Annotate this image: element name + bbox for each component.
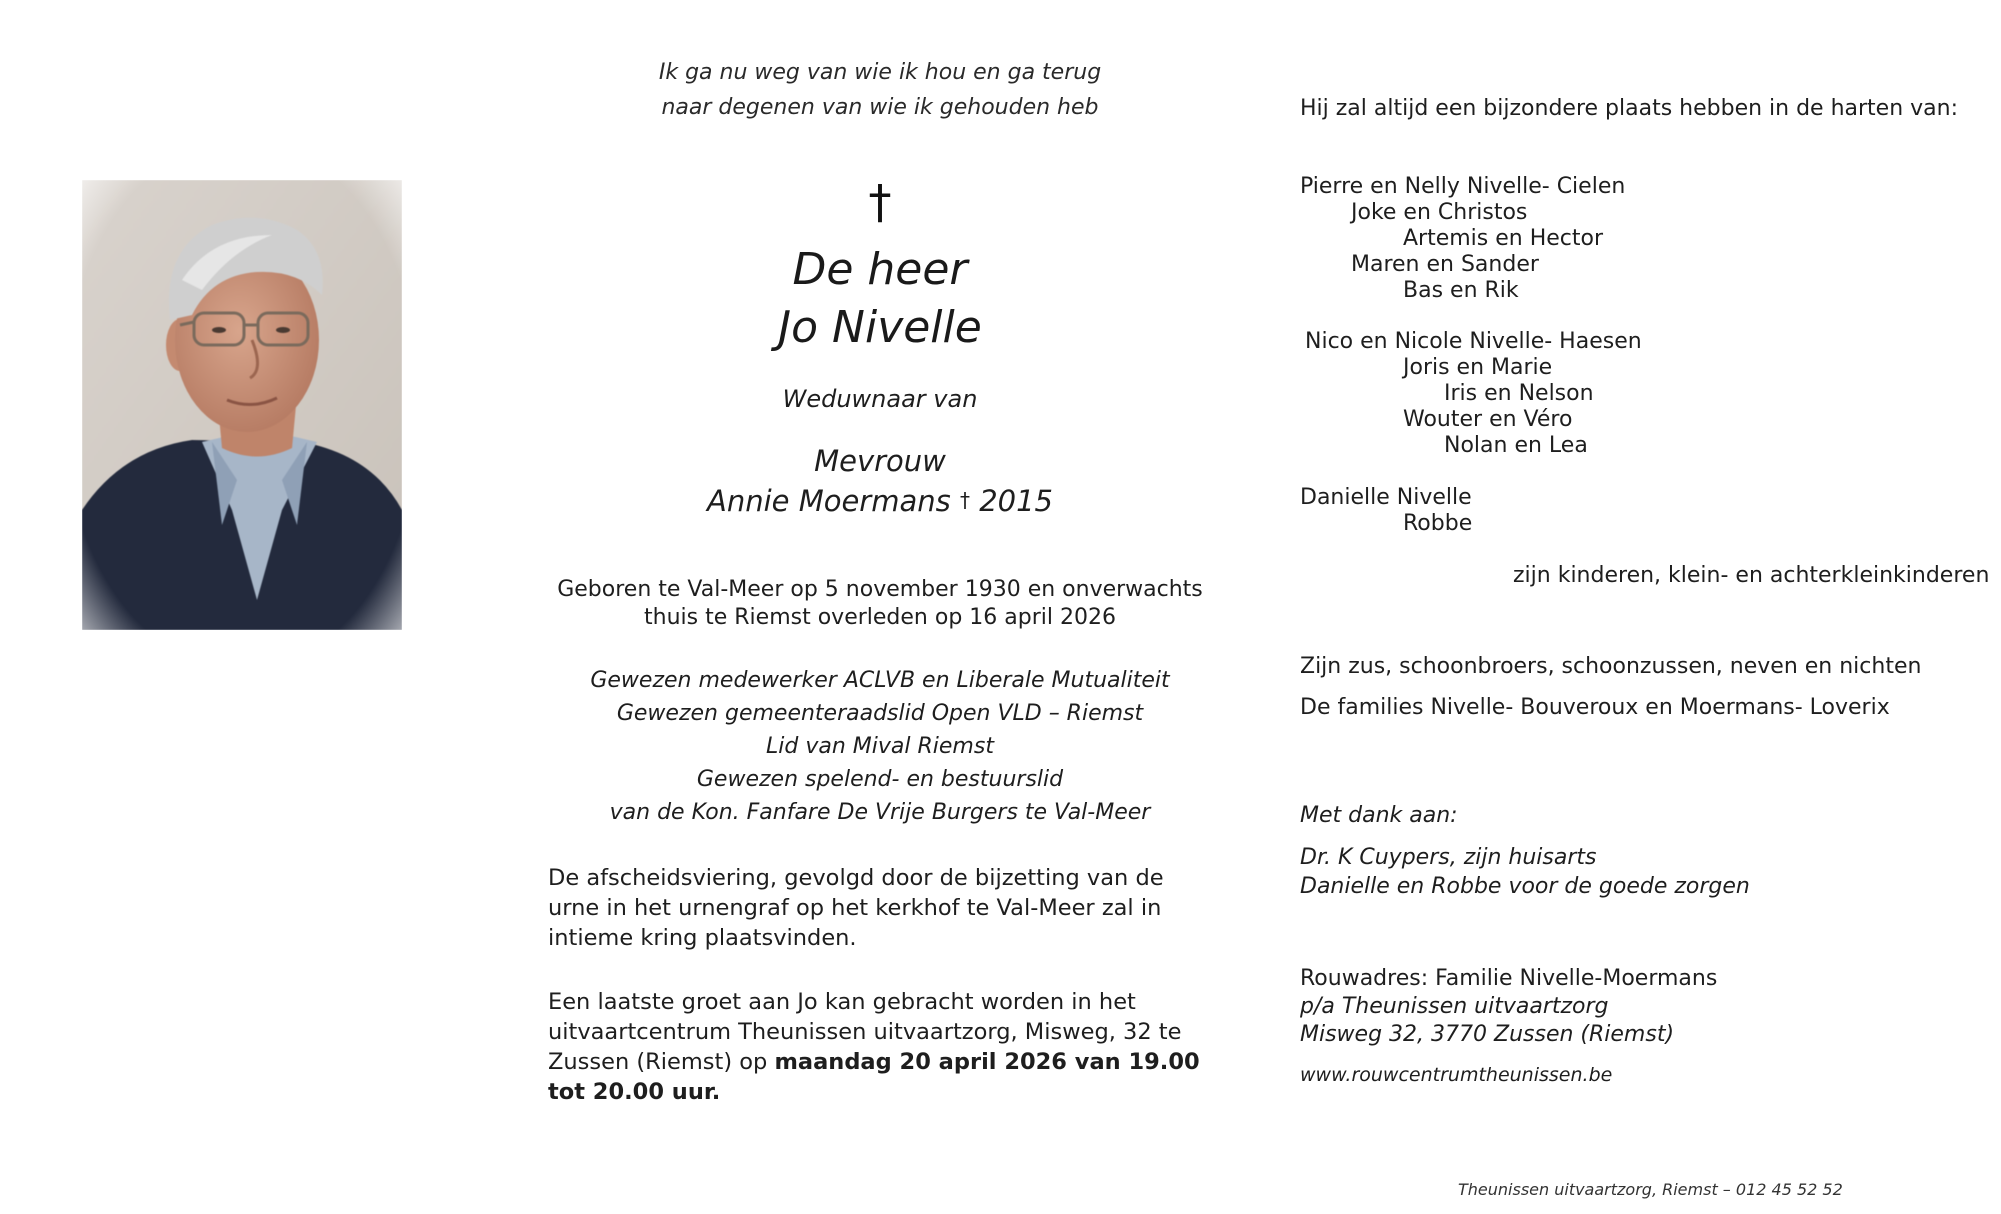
- family-member: Robbe: [1403, 511, 1473, 536]
- family-member: Wouter en Véro: [1403, 407, 1573, 432]
- spouse: [540, 441, 1220, 524]
- address-line: Rouwadres: Familie Nivelle-Moermans: [1300, 966, 1718, 991]
- thanks-title: Met dank aan:: [1300, 803, 1458, 828]
- birth-death-line: Geboren te Val-Meer op 5 november 1930 en onverwachts: [557, 577, 1203, 602]
- family-member: Pierre en Nelly Nivelle- Cielen: [1300, 174, 1626, 199]
- cross-icon: †: [868, 175, 892, 229]
- family-member: Maren en Sander: [1351, 252, 1539, 277]
- career-line: Gewezen gemeenteraadslid Open VLD – Riemst: [616, 701, 1144, 726]
- spouse-year: 2015: [979, 484, 1053, 518]
- career-line: Gewezen medewerker ACLVB en Liberale Mutualiteit: [590, 668, 1170, 693]
- families: De families Nivelle- Bouveroux en Moermans- Loverix: [1300, 695, 1890, 720]
- deceased-name: [540, 241, 1220, 357]
- family-member: Joris en Marie: [1403, 355, 1553, 380]
- career-line: van de Kon. Fanfare De Vrije Burgers te Val-Meer: [609, 800, 1151, 825]
- name-prefix: De heer: [792, 244, 968, 295]
- spouse-name: Annie Moermans: [706, 484, 951, 518]
- footer: Theunissen uitvaartzorg, Riemst – 012 45 52 52: [1458, 1180, 1843, 1199]
- family-member: Bas en Rik: [1403, 278, 1519, 303]
- thanks-line: Danielle en Robbe voor de goede zorgen: [1300, 874, 1750, 899]
- career: [540, 664, 1220, 829]
- family-member: Nico en Nicole Nivelle- Haesen: [1305, 329, 1642, 354]
- thanks-line: Dr. K Cuypers, zijn huisarts: [1300, 845, 1597, 870]
- family-summary: zijn kinderen, klein- en achterkleinkinderen: [1513, 563, 1990, 588]
- family-member: Artemis en Hector: [1403, 226, 1604, 251]
- website: www.rouwcentrumtheunissen.be: [1300, 1064, 1613, 1086]
- visit-time: maandag 20 april 2026 van 19.00 tot 20.00 uur.: [548, 1049, 1200, 1105]
- birth-death: [540, 576, 1220, 632]
- name: Jo Nivelle: [778, 302, 982, 353]
- family-member: Iris en Nelson: [1444, 381, 1594, 406]
- address-line: p/a Theunissen uitvaartzorg: [1300, 994, 1609, 1019]
- birth-death-line: thuis te Riemst overleden op 16 april 2026: [644, 605, 1116, 630]
- visit-text: [540, 987, 1220, 1107]
- portrait-photo: [82, 180, 402, 630]
- family-member: Joke en Christos: [1351, 200, 1528, 225]
- address-line: Misweg 32, 3770 Zussen (Riemst): [1300, 1022, 1675, 1047]
- ceremony-text: De afscheidsviering, gevolgd door de bijzetting van de urne in het urnengraf op het kerkhof te Val-Meer zal in intieme kring plaatsvinden.: [548, 865, 1164, 951]
- spouse-cross-icon: †: [959, 488, 970, 512]
- poem-line: naar degenen van wie ik gehouden heb: [661, 95, 1099, 120]
- poem-line: Ik ga nu weg van wie ik hou en ga terug: [658, 60, 1102, 85]
- spouse-prefix: Mevrouw: [814, 444, 946, 478]
- main-announcement: [540, 55, 1220, 1107]
- family-member: Danielle Nivelle: [1300, 485, 1472, 510]
- family-intro: Hij zal altijd een bijzondere plaats hebben in de harten van:: [1300, 96, 1959, 121]
- relatives: Zijn zus, schoonbroers, schoonzussen, neven en nichten: [1300, 654, 1922, 679]
- poem: [540, 55, 1220, 125]
- career-line: Gewezen spelend- en bestuurslid: [696, 767, 1064, 792]
- career-line: Lid van Mival Riemst: [766, 734, 994, 759]
- widower-of: Weduwnaar van: [782, 385, 978, 413]
- visit-description: Een laatste groet aan Jo kan gebracht worden in het uitvaartcentrum Theunissen uitvaartzorg, Misweg, 32 te Zussen (Riemst) op: [548, 989, 1182, 1075]
- family-member: Nolan en Lea: [1444, 433, 1588, 458]
